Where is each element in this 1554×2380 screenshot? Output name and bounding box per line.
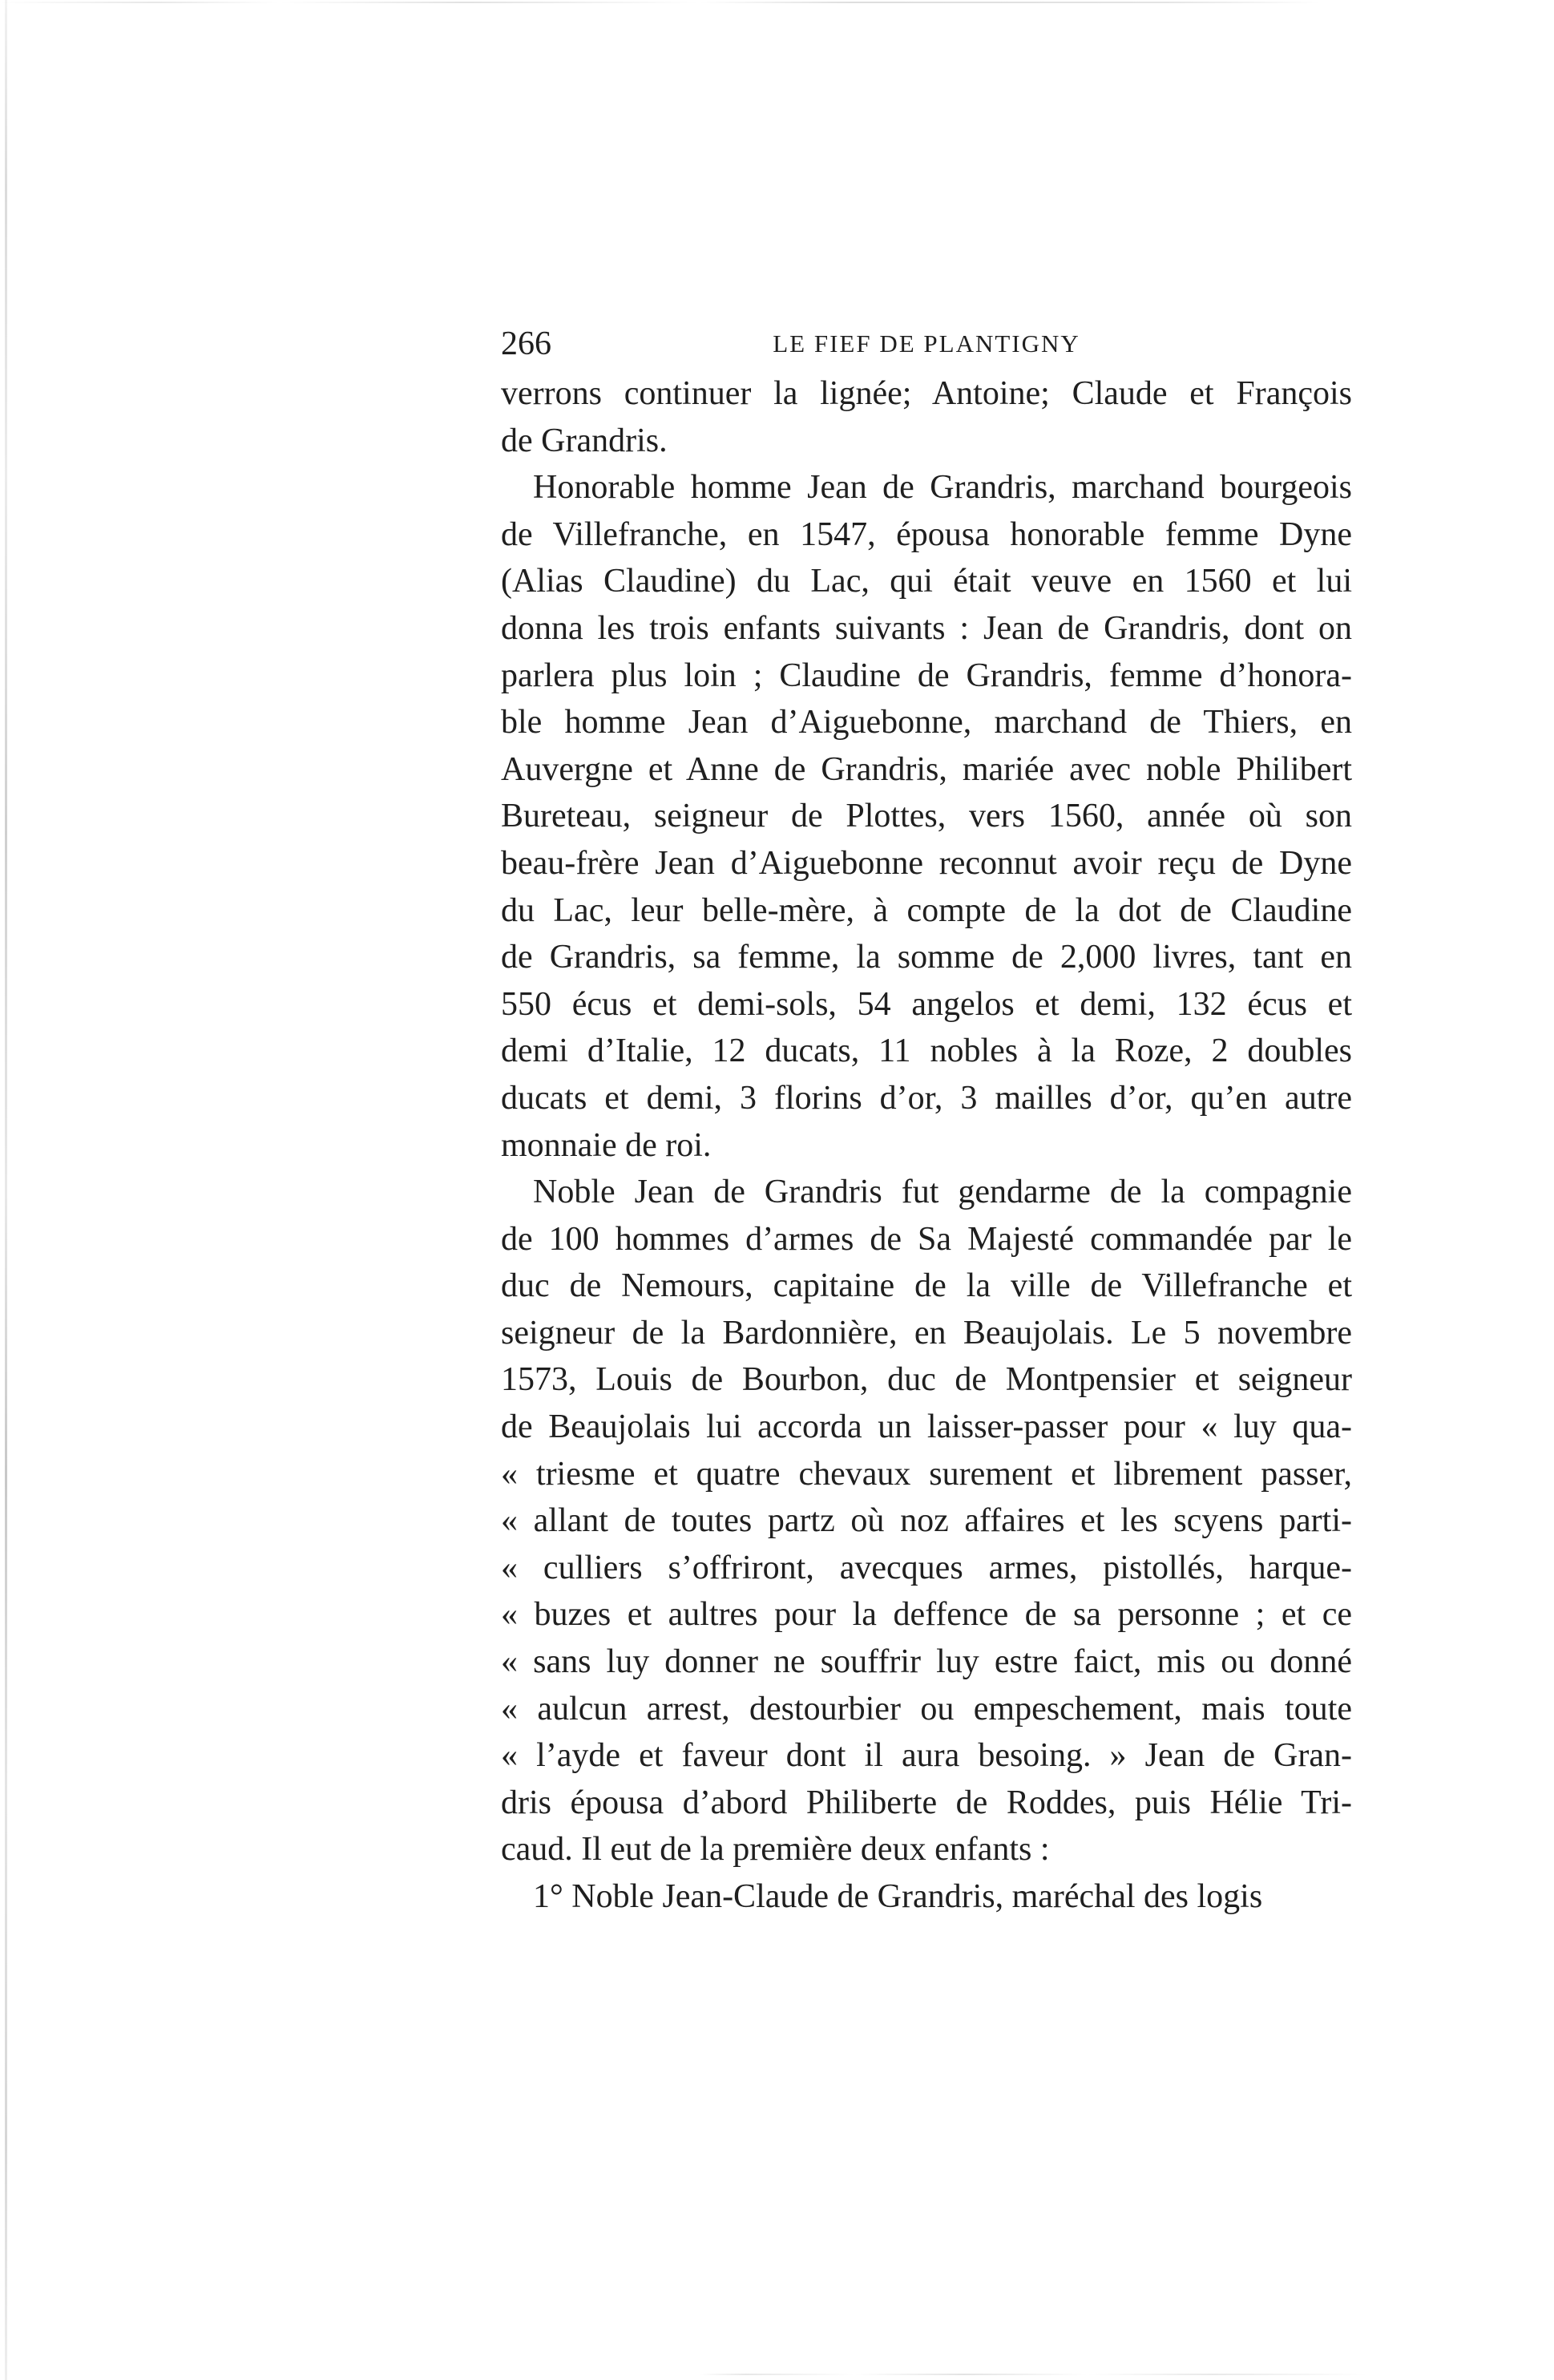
text-line: « allant de toutes partz où noz affaires et les scyens parti- [501,1502,1352,1540]
text-line: demi d’Italie, 12 ducats, 11 nobles à la Roze, 2 doubles [501,1032,1352,1070]
text-line: Bureteau, seigneur de Plottes, vers 1560, année où son [501,798,1352,835]
paragraph [501,464,1352,1169]
text-line: monnaie de roi. [501,1126,712,1164]
text-line: Honorable homme Jean de Grandris, marchand bourgeois [533,469,1352,507]
text-line: ble homme Jean d’Aiguebonne, marchand de Thiers, en [501,704,1352,741]
text-line: de Villefranche, en 1547, épousa honorable femme Dyne [501,515,1352,553]
text-line: 1573, Louis de Bourbon, duc de Montpensier et seigneur [501,1361,1352,1399]
text-line: 550 écus et demi-sols, 54 angelos et demi, 132 écus et [501,985,1352,1023]
text-line: « culliers s’offriront, avecques armes, pistollés, harque- [501,1549,1352,1586]
scan-edge-bottom [0,2374,1554,2375]
text-line: parlera plus loin ; Claudine de Grandris, femme d’honora- [501,657,1352,694]
scan-edge-left [5,0,7,2380]
page-text [501,321,1352,1921]
text-line: (Alias Claudine) du Lac, qui était veuve en 1560 et lui [501,563,1352,600]
text-line: « aulcun arrest, destourbier ou empeschement, mais toute [501,1690,1352,1727]
text-line: « triesme et quatre chevaux surement et librement passer, [501,1455,1352,1493]
text-line: « sans luy donner ne souffrir luy estre faict, mis ou donné [501,1643,1352,1681]
paragraph [501,1873,1352,1921]
text-line: seigneur de la Bardonnière, en Beaujolais. Le 5 novembre [501,1314,1352,1352]
text-line: de Grandris. [501,422,668,459]
text-line: de Beaujolais lui accorda un laisser-passer pour « luy qua- [501,1408,1352,1446]
text-line: beau-frère Jean d’Aiguebonne reconnut avoir reçu de Dyne [501,844,1352,882]
running-head [501,321,1352,367]
text-line: du Lac, leur belle-mère, à compte de la dot de Claudine [501,891,1352,929]
text-line: Noble Jean de Grandris fut gendarme de la compagnie [533,1174,1352,1211]
text-line: donna les trois enfants suivants : Jean de Grandris, dont on [501,609,1352,647]
text-line: Auvergne et Anne de Grandris, mariée avec noble Philibert [501,750,1352,788]
running-head-title: LE FIEF DE PLANTIGNY [773,329,1080,358]
page-number: 266 [501,325,551,362]
text-line: ducats et demi, 3 florins d’or, 3 mailles d’or, qu’en autre [501,1079,1352,1117]
text-line: de Grandris, sa femme, la somme de 2,000 livres, tant en [501,939,1352,976]
text-line: 1° Noble Jean-Claude de Grandris, maréchal des logis [533,1878,1263,1915]
body-text [501,370,1352,1921]
text-line: « l’ayde et faveur dont il aura besoing. » Jean de Gran- [501,1737,1352,1775]
text-line: de 100 hommes d’armes de Sa Majesté commandée par le [501,1220,1352,1258]
text-line: dris épousa d’abord Philiberte de Roddes, puis Hélie Tri- [501,1784,1352,1821]
scan-edge-top [0,2,1554,3]
text-line: « buzes et aultres pour la deffence de sa personne ; et ce [501,1596,1352,1634]
paragraph [501,1169,1352,1873]
paragraph [501,370,1352,464]
text-line: duc de Nemours, capitaine de la ville de Villefranche et [501,1267,1352,1305]
text-line: caud. Il eut de la première deux enfants : [501,1831,1050,1869]
text-line: verrons continuer la lignée; Antoine; Claude et François [501,375,1352,412]
